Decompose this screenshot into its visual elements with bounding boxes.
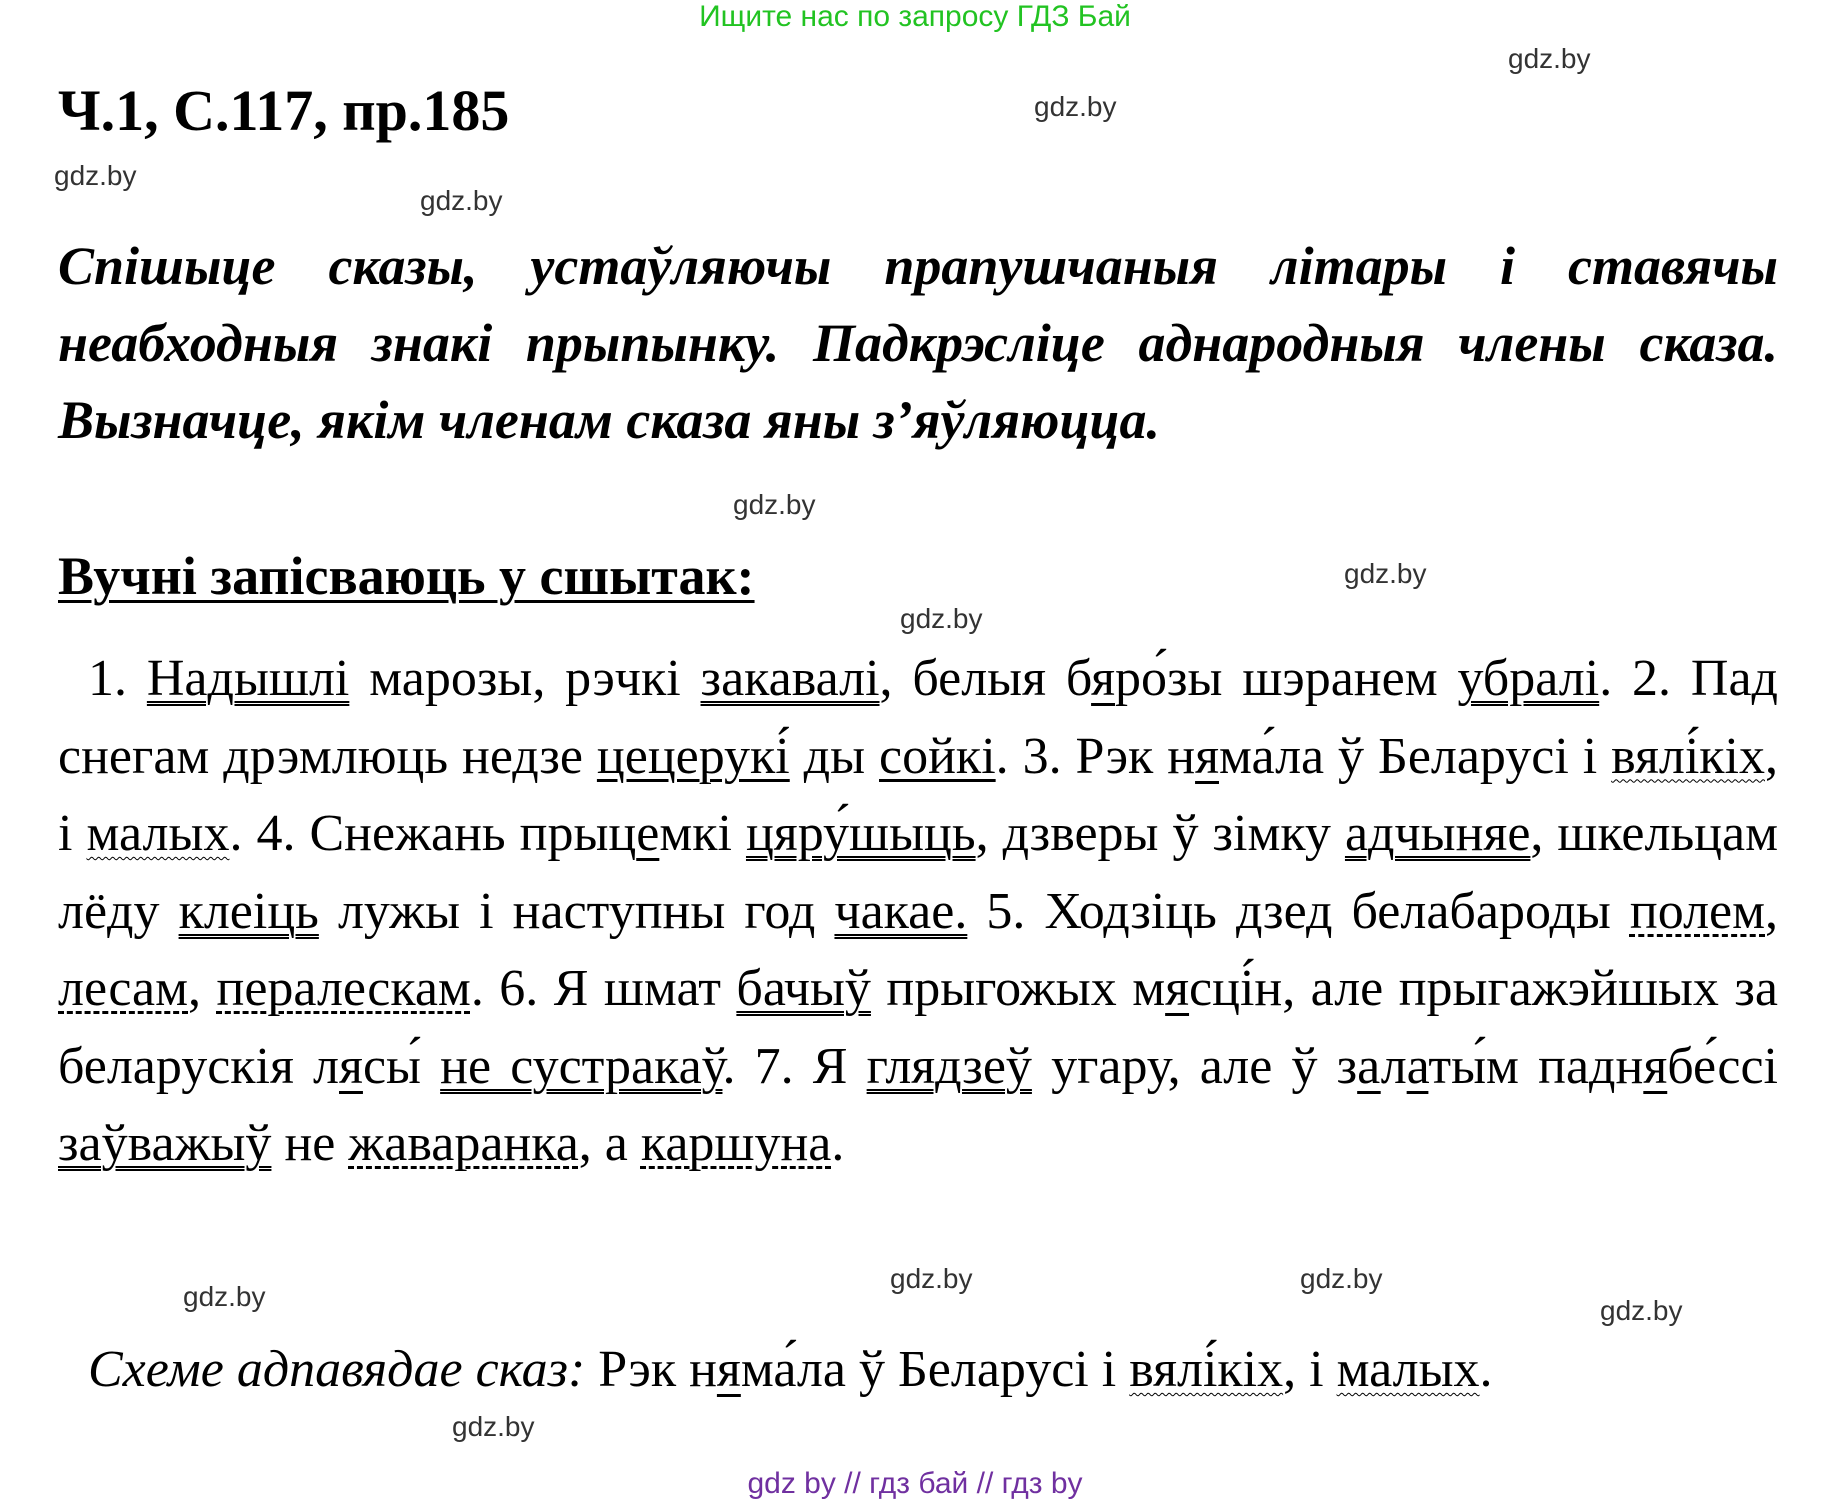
underlined-letter: я <box>1195 727 1219 785</box>
promo-banner: Ищите нас по запросу ГДЗ Бай <box>699 0 1131 33</box>
text-segment: ро́зы шэранем <box>1115 650 1458 707</box>
text-segment: . 6. Я шмат <box>470 960 737 1017</box>
answer-heading: Вучні запісваюць у сшытак: <box>58 546 755 606</box>
text-segment: мкі <box>659 805 746 862</box>
underlined-wavy: вялі́кіх <box>1129 1341 1284 1398</box>
underlined-wavy: малых <box>86 805 230 862</box>
text-segment: , <box>1765 882 1778 940</box>
underlined-double: заўважыў <box>58 1115 272 1172</box>
text-segment: л <box>1380 1037 1407 1095</box>
underlined-letter: а <box>1406 1037 1429 1095</box>
underlined-letter: а <box>1357 1037 1381 1095</box>
text-segment: прыгожых м <box>870 960 1166 1017</box>
underlined-double: закавалі <box>700 650 880 707</box>
underlined-double: не сустракаў <box>440 1037 723 1095</box>
text-segment: , дзверы ў зімку <box>975 805 1345 862</box>
underlined-double: бачыў <box>736 960 871 1017</box>
text-segment: . 3. Рэк н <box>995 727 1196 785</box>
underlined-dash: полем <box>1629 882 1765 940</box>
underlined-dash: жаваранка <box>348 1115 579 1172</box>
text-segment: 5. Ходзіць дзед белабароды <box>967 882 1630 940</box>
text-segment: сці́н, але прыгажэйшых за беларускія л <box>58 960 1779 1095</box>
underlined-double: глядзеў <box>866 1037 1032 1095</box>
text-segment: , а <box>578 1115 641 1172</box>
underlined-letter: я <box>1643 1037 1668 1095</box>
watermark: gdz.by <box>420 185 503 216</box>
text-segment: , шкельцам лёду <box>58 805 1778 940</box>
underlined-wavy: малых <box>1336 1341 1480 1398</box>
watermark: gdz.by <box>1034 91 1117 122</box>
text-segment: лужы і наступны год <box>318 882 835 940</box>
watermark: gdz.by <box>1300 1263 1383 1294</box>
text-segment: ды <box>789 727 880 785</box>
text-segment: , <box>188 960 217 1017</box>
underlined-double: адчыняе <box>1344 805 1531 862</box>
underlined-letter: я <box>339 1037 363 1095</box>
underlined-wavy: вялі́кіх <box>1611 727 1765 785</box>
text-segment: ма́ла ў Беларусі і <box>1218 727 1612 785</box>
answer-text <box>58 640 1778 1183</box>
text-segment: бе́ссі <box>1667 1037 1778 1095</box>
underlined-letter: е <box>636 805 660 862</box>
underlined-double: клеіць <box>178 882 319 940</box>
underlined-single: сойкі <box>879 727 996 785</box>
underlined-double: убралі <box>1457 650 1600 707</box>
text-segment: , белыя б <box>879 650 1092 707</box>
watermark: gdz.by <box>900 603 983 634</box>
watermark: gdz.by <box>1508 43 1591 74</box>
underlined-letter: я <box>1091 650 1115 707</box>
text-segment: . 4. Снежань прыц <box>229 805 637 862</box>
text-segment: . <box>1479 1341 1493 1398</box>
task-text: Спішыце сказы, устаўляючы прапушчаныя літары і ставячы неабходныя знакі прыпынку. Падкрэсліце аднародныя члены сказа. Вызначце, якім членам сказа яны з’яўляюцца. <box>58 236 1778 450</box>
underlined-dash: пералескам <box>216 960 471 1017</box>
underlined-dash: каршуна <box>640 1115 832 1172</box>
footer-links: gdz by // гдз бай // гдз by <box>747 1467 1083 1500</box>
underlined-letter: я <box>1165 960 1190 1017</box>
text-segment: , і <box>1283 1341 1337 1398</box>
watermark: gdz.by <box>54 160 137 191</box>
text-segment: сы́ <box>362 1037 441 1095</box>
watermark: gdz.by <box>890 1263 973 1294</box>
watermark: gdz.by <box>452 1411 535 1442</box>
page-title: Ч.1, С.117, пр.185 <box>58 78 510 143</box>
watermark: gdz.by <box>1600 1295 1683 1326</box>
underlined-double: Надышлі <box>146 650 350 707</box>
underlined-dash: лесам <box>58 960 189 1017</box>
text-segment: ты́м падн <box>1428 1037 1644 1095</box>
underlined-single: цецерукі́ <box>596 727 790 785</box>
watermark: gdz.by <box>1344 558 1427 589</box>
text-segment: . <box>831 1115 845 1172</box>
underlined-double: цяру́шыць <box>745 805 976 862</box>
text-segment: Рэк н <box>585 1341 717 1398</box>
underlined-double: чакае. <box>834 882 968 940</box>
underlined-letter: я <box>716 1341 741 1398</box>
text-segment: ма́ла ў Беларусі і <box>740 1341 1130 1398</box>
scheme-line <box>88 1340 1493 1400</box>
text-segment: не <box>271 1115 349 1172</box>
text-segment: , і <box>58 727 1778 862</box>
text-segment: 1. <box>88 650 147 707</box>
text-segment: марозы, рэчкі <box>349 650 701 707</box>
text-segment: . 2. Пад снегам дрэмлюць недзе <box>58 650 1779 785</box>
text-segment: . 7. Я <box>722 1037 867 1095</box>
text-segment: угару, але ў з <box>1031 1037 1358 1095</box>
watermark: gdz.by <box>183 1281 266 1312</box>
watermark: gdz.by <box>733 489 816 520</box>
scheme-lead: Схеме адпавядае сказ: <box>88 1341 586 1398</box>
